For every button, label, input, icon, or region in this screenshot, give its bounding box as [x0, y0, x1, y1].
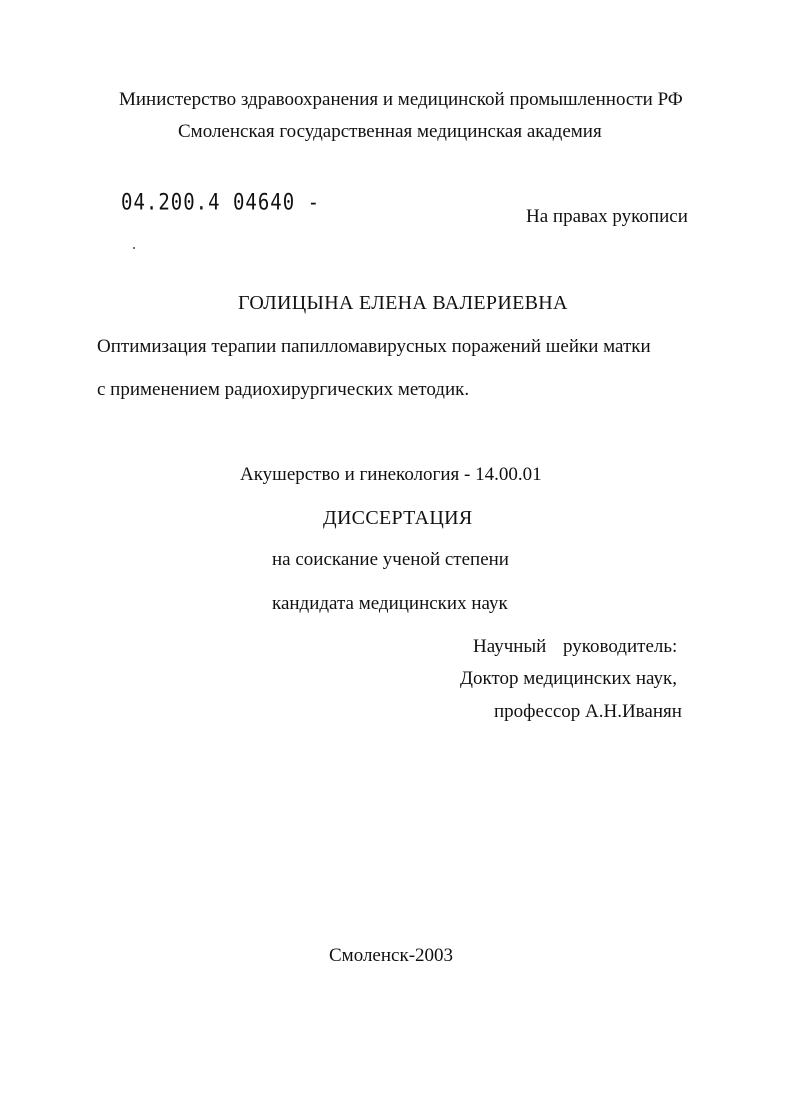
registration-stamp: 04.200.4 04640 - [121, 190, 321, 216]
supervisor-degree: Доктор медицинских наук, [460, 668, 677, 689]
document-type: ДИССЕРТАЦИЯ [323, 507, 473, 529]
degree-line-1: на соискание ученой степени [272, 549, 509, 570]
ministry-line: Министерство здравоохранения и медицинской промышленности РФ [119, 89, 683, 110]
place-year: Смоленск-2003 [329, 945, 454, 966]
supervisor-name: профессор А.Н.Иванян [494, 701, 682, 722]
academy-line: Смоленская государственная медицинская академия [178, 121, 602, 142]
specialty-line: Акушерство и гинекология - 14.00.01 [240, 464, 542, 485]
degree-line-2: кандидата медицинских наук [272, 593, 508, 614]
thesis-title-line-1: Оптимизация терапии папилломавирусных поражений шейки матки [97, 336, 651, 357]
author-name: ГОЛИЦЫНА ЕЛЕНА ВАЛЕРИЕВНА [238, 292, 568, 314]
scan-speck [133, 247, 135, 249]
supervisor-label-word-2: руководитель: [563, 636, 678, 657]
supervisor-label-word-1: Научный [473, 636, 547, 657]
supervisor-label [473, 636, 677, 658]
rights-note: На правах рукописи [526, 206, 688, 227]
thesis-title-line-2: с применением радиохирургических методик. [97, 379, 470, 400]
